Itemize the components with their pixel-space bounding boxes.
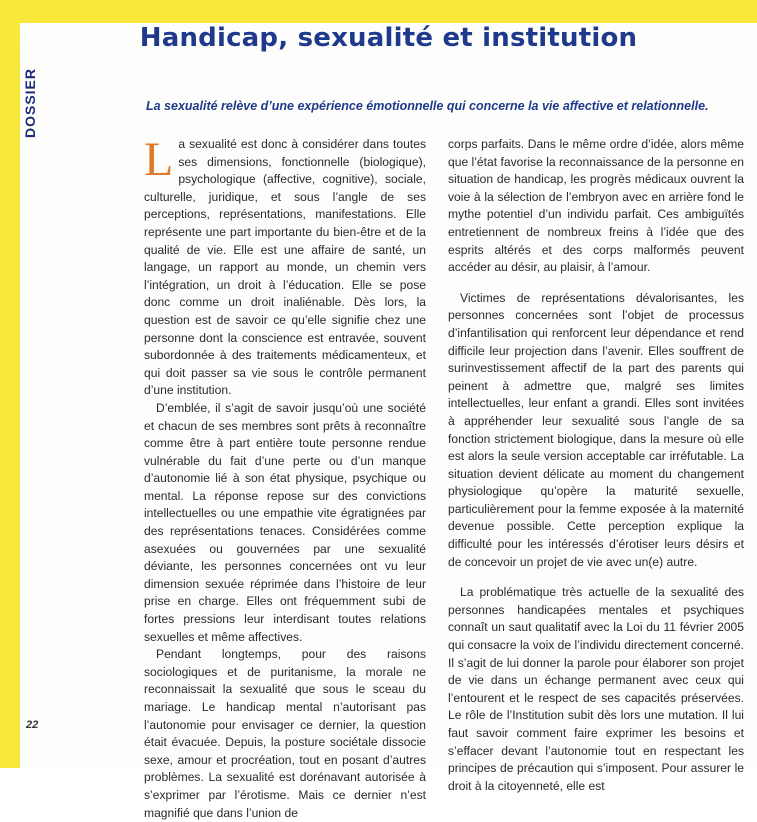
page-number: 22 xyxy=(26,719,39,731)
article-subtitle: La sexualité relève d’une expérience émotionnelle qui concerne la vie affective et relationnelle. xyxy=(146,99,709,113)
paragraph: corps parfaits. Dans le même ordre d’idée, alors même que l’état favorise la reconnaissance de la personne en situation de handicap, les progrès médicaux ouvrent la voie à la sélection de l’embryon avec en arrière fond le mythe potentiel d’un individu parfait. Ces ambiguïtés entretiennent de nombreux freins à l’idée que des esprits altérés et des corps malformés peuvent accéder au désir, au plaisir, à l’amour. xyxy=(448,137,744,275)
paragraph-text: a sexualité est donc à considérer dans toutes ses dimensions, fonctionnelle (biologique), psychologique (affective, cognitive), sociale, culturelle, juridique, et sous l’angle de ses perceptions, représentations, manifestations. Elle représente une part importante du bien-être et de la qualité de vie. Elle est une affaire de santé, un langage, un rapport au monde, un chemin vers l’intégration, un droit à l’éducation. Elle se pose donc comme un droit inaliénable. Dès lors, la question est de savoir ce qu’elle signifie chez une personne dont la conscience est entravée, souvent subordonnée à des traitements médicamenteux, et qui doit passer sa vie sous le contrôle permanent d’une institution. xyxy=(144,137,426,398)
paragraph: D’emblée, il s’agit de savoir jusqu’où une société et chacun de ses membres sont prêts à reconnaître comme être à part entière toute personne rendue vulnérable du fait d’une perte ou d’un manque d’autonomie lié à son état physique, psychique ou mental. La réponse repose sur des convictions intellectuelles ou une empathie vite égratignées par des représentations tenaces. Considérées comme asexuées ou gouvernées par une sexualité déviante, les personnes concernées ont vu leur dimension sexuée réprimée dans l’histoire de leur prise en charge. Elles ont fréquemment subi de fortes pressions leur interdisant toutes relations sexuelles et même affectives. xyxy=(144,400,426,644)
right-column xyxy=(448,136,744,795)
yellow-frame-left xyxy=(0,0,20,768)
yellow-frame-top xyxy=(0,0,757,23)
section-tag xyxy=(18,53,42,153)
section-tag-label: DOSSIER xyxy=(22,67,39,139)
paragraph: Victimes de représentations dévalorisantes, les personnes concernées sont l’objet de processus d’infantilisation qui renforcent leur dépendance et rend difficile leur projection dans l’avenir. Elles souffrent de surinvestissement affectif de la part des parents qui peinent à admettre que, malgré ses limites intellectuelles, leur enfant a grandi. Elles sont invitées à appréhender leur sexualité sous l’angle de sa fonction strictement biologique, dans la mesure où elle est alors la seule version acceptable car irréfutable. La situation devient délicate au moment du changement physiologique qu’opère la maturité sexuelle, particulièrement pour la femme exposée à la maternité devenue possible. Cette perception explique la difficulté pour les intéressés d’érotiser leurs désirs et de concevoir un projet de vie avec un(e) autre. xyxy=(448,290,744,569)
paragraph xyxy=(144,133,426,400)
article-title: Handicap, sexualité et institution xyxy=(139,23,638,53)
drop-cap: L xyxy=(144,133,174,186)
paragraph: Pendant longtemps, pour des raisons sociologiques et de puritanisme, la morale ne reconnaissait la sexualité que sous le sceau du mariage. Le handicap mental n’autorisant pas l’autonomie pour envisager ce dernier, la question était évacuée. Depuis, la posture sociétale dissocie sexe, amour et procréation, tout en posant d’autres problèmes. La sexualité est dorénavant autorisée à s’exprimer par l’érotisme. Mais ce dernier n’est magnifié que dans l’union de xyxy=(144,647,426,820)
paragraph: La problématique très actuelle de la sexualité des personnes handicapées mentales et psychiques connaît un saut qualitatif avec la Loi du 11 février 2005 qui consacre la voix de l’individu directement concerné. Il s’agit de lui donner la parole pour élaborer son projet de vie dans un échange permanent avec ceux qui l’entourent et le respect de ses capacités préservées. Le rôle de l’Institution subit dès lors une mutation. Il lui faut savoir comment faire exprimer les besoins et s’effacer devant l’autonomie tout en respectant les principes de précaution qui s’imposent. Pour assurer le droit à la citoyenneté, elle est xyxy=(448,585,744,793)
left-column xyxy=(144,133,426,822)
